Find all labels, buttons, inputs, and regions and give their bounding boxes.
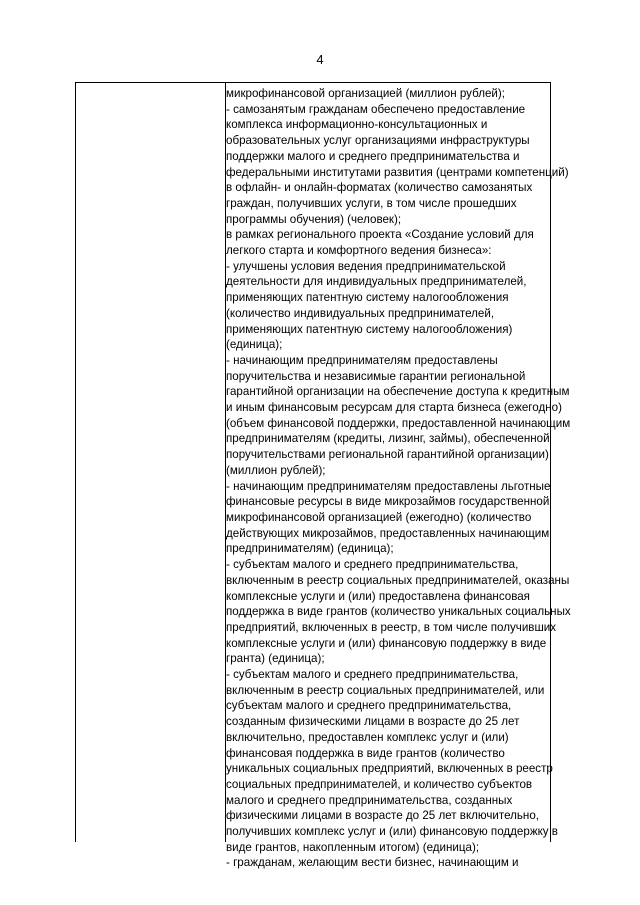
text-line: - субъектам малого и среднего предпринимательства,	[226, 558, 519, 572]
text-line: - начинающим предпринимателям предоставлены льготные	[226, 479, 551, 493]
text-line: применяющих патентную систему налогообложения)	[226, 322, 513, 336]
text-line: федеральными институтами развития (центрами компетенций)	[226, 165, 569, 179]
text-line: деятельности для индивидуальных предпринимателей,	[226, 275, 527, 289]
text-line: образовательных услуг организациями инфраструктуры	[226, 134, 530, 148]
text-line: получивших комплекс услуг и (или) финансовую поддержку в	[226, 825, 558, 839]
text-line: гранта) (единица);	[226, 652, 325, 666]
text-line: граждан, получивших услуги, в том числе прошедших	[226, 196, 517, 210]
text-line: включительно, предоставлен комплекс услуг и (или)	[226, 730, 509, 744]
text-line: финансовые ресурсы в виде микрозаймов государственной	[226, 495, 550, 509]
text-line: предпринимателям (кредиты, лизинг, займы), обеспеченной	[226, 432, 550, 446]
text-line: микрофинансовой организацией (ежегодно) (количество	[226, 510, 532, 524]
text-line: - гражданам, желающим вести бизнес, начинающим и	[226, 856, 519, 870]
text-line: созданным физическими лицами в возрасте до 25 лет	[226, 715, 520, 729]
text-line: физическими лицами в возрасте до 25 лет включительно,	[226, 809, 540, 823]
text-line: и иным финансовым ресурсам для старта бизнеса (ежегодно)	[226, 401, 562, 415]
text-line: включенным в реестр социальных предпринимателей, или	[226, 683, 545, 697]
text-line: поручительствами региональной гарантийной организации)	[226, 448, 549, 462]
table-cell-text	[226, 86, 571, 871]
text-line: (миллион рублей);	[226, 463, 326, 477]
text-line: легкого старта и комфортного ведения бизнеса»:	[226, 244, 492, 258]
text-line: - субъектам малого и среднего предпринимательства,	[226, 668, 519, 682]
text-line: - улучшены условия ведения предпринимательской	[226, 259, 506, 273]
text-line: в офлайн- и онлайн-форматах (количество самозанятых	[226, 181, 533, 195]
text-line: малого и среднего предпринимательства, созданных	[226, 793, 513, 807]
text-line: в рамках регионального проекта «Создание условий для	[226, 228, 534, 242]
text-line: - начинающим предпринимателям предоставлены	[226, 353, 498, 367]
document-table	[75, 82, 571, 870]
text-line: поддержки малого и среднего предпринимательства и	[226, 149, 520, 163]
text-line: уникальных социальных предприятий, включенных в реестр	[226, 762, 553, 776]
text-line: предпринимателям) (единица);	[226, 542, 394, 556]
page-number: 4	[316, 52, 324, 67]
text-line: комплексные услуги и (или) финансовую поддержку в виде	[226, 636, 547, 650]
text-line: финансовая поддержка в виде грантов (количество	[226, 746, 505, 760]
text-line: социальных предпринимателей, и количество субъектов	[226, 777, 533, 791]
text-line: включенным в реестр социальных предпринимателей, оказаны	[226, 573, 570, 587]
text-line: предприятий, включенных в реестр, в том числе получивших	[226, 620, 557, 634]
text-line: действующих микрозаймов, предоставленных начинающим	[226, 526, 550, 540]
text-line: программы обучения) (человек);	[226, 212, 402, 226]
text-line: поручительства и независимые гарантии региональной	[226, 369, 526, 383]
text-line: (количество индивидуальных предпринимателей,	[226, 306, 495, 320]
text-line: - самозанятым гражданам обеспечено предоставление	[226, 102, 526, 116]
text-line: (единица);	[226, 338, 283, 352]
text-line: гарантийной организации на обеспечение доступа к кредитным	[226, 385, 570, 399]
text-line: применяющих патентную систему налогообложения	[226, 291, 509, 305]
text-line: комплексные услуги и (или) предоставлена финансовая	[226, 589, 530, 603]
text-line: (объем финансовой поддержки, предоставленной начинающим	[226, 416, 571, 430]
text-line: виде грантов, накопленным итогом) (единица);	[226, 840, 480, 854]
text-line: поддержка в виде грантов (количество уникальных социальных	[226, 605, 571, 619]
text-line: микрофинансовой организацией (миллион рублей);	[226, 87, 505, 100]
text-line: комплекса информационно-консультационных и	[226, 118, 488, 132]
text-line: субъектам малого и среднего предпринимательства,	[226, 699, 512, 713]
